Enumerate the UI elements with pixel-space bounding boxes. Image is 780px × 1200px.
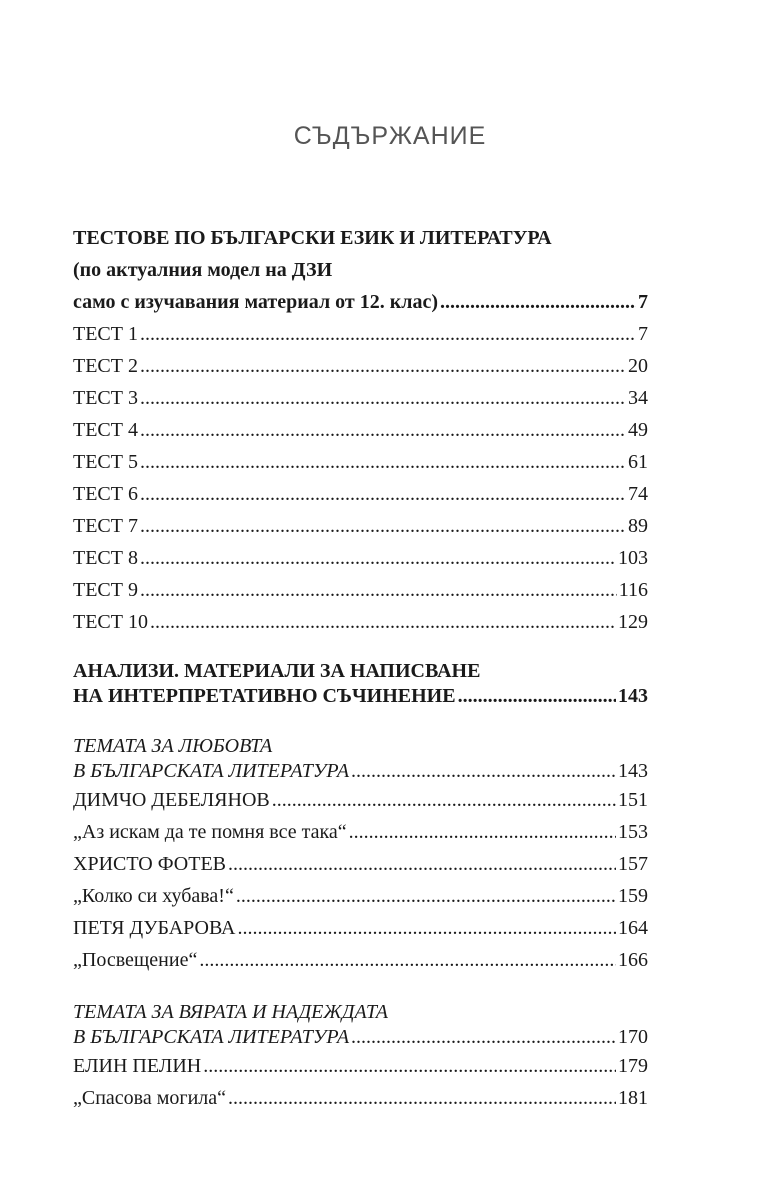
toc-entry-page: 157 <box>618 853 648 875</box>
toc-entry-page: 166 <box>618 949 648 971</box>
toc-entry[interactable] <box>73 574 648 606</box>
toc-entry-page: 74 <box>628 483 648 505</box>
toc-entry[interactable] <box>73 350 648 382</box>
toc-entry[interactable] <box>73 1050 648 1082</box>
dot-leader <box>203 1050 616 1082</box>
toc-entry[interactable] <box>73 414 648 446</box>
toc-entry-section2-heading[interactable] <box>73 684 648 709</box>
toc-entry-page: 159 <box>618 885 648 907</box>
toc-entry-label: ТЕСТ 3 <box>73 387 138 409</box>
dot-leader <box>349 816 616 848</box>
dot-leader <box>140 542 616 574</box>
toc-entry-page: 61 <box>628 451 648 473</box>
toc-entry[interactable] <box>73 606 648 638</box>
toc-entry[interactable] <box>73 510 648 542</box>
section-heading-tests <box>73 222 648 254</box>
toc-entry-page: 143 <box>618 760 648 782</box>
dot-leader <box>351 1025 616 1050</box>
toc-entry-label: ПЕТЯ ДУБАРОВА <box>73 917 236 939</box>
toc-entry[interactable] <box>73 542 648 574</box>
toc-entry-page: 89 <box>628 515 648 537</box>
dot-leader <box>140 318 636 350</box>
toc-entry-page: 151 <box>618 789 648 811</box>
toc-entry-label: само с изучавания материал от 12. клас) <box>73 291 438 313</box>
section-heading-analyses <box>73 659 648 684</box>
dot-leader <box>140 574 617 606</box>
toc-entry[interactable] <box>73 318 648 350</box>
toc-entry-section1-heading[interactable] <box>73 286 648 318</box>
toc-entry[interactable] <box>73 382 648 414</box>
dot-leader <box>199 944 616 976</box>
section-heading-line: (по актуалния модел на ДЗИ <box>73 259 333 281</box>
toc-entry-page: 49 <box>628 419 648 441</box>
toc-entry-page: 7 <box>638 291 648 313</box>
toc-entry-label: ТЕСТ 4 <box>73 419 138 441</box>
toc-entry-topic2[interactable] <box>73 1025 648 1050</box>
topic-heading-faith-hope <box>73 1000 648 1025</box>
toc-entry-label: ТЕСТ 7 <box>73 515 138 537</box>
section-heading-line: ТЕСТОВЕ ПО БЪЛГАРСКИ ЕЗИК И ЛИТЕРАТУРА <box>73 227 552 249</box>
dot-leader <box>228 1082 616 1114</box>
toc-entry[interactable] <box>73 912 648 944</box>
toc-entry-page: 143 <box>618 685 648 707</box>
toc-entry-page: 103 <box>618 547 648 569</box>
dot-leader <box>140 510 626 542</box>
section-heading-subtitle <box>73 254 648 286</box>
toc-entry-label: ТЕСТ 6 <box>73 483 138 505</box>
dot-leader <box>351 759 616 784</box>
toc-entry-page: 7 <box>638 323 648 345</box>
toc-entry[interactable] <box>73 816 648 848</box>
toc-entry-page: 179 <box>618 1055 648 1077</box>
toc-entry-page: 153 <box>618 821 648 843</box>
dot-leader <box>236 880 616 912</box>
toc-entry-label: ТЕСТ 2 <box>73 355 138 377</box>
dot-leader <box>228 848 616 880</box>
toc-entry-page: 164 <box>618 917 648 939</box>
toc-entry-label: ТЕСТ 1 <box>73 323 138 345</box>
dot-leader <box>238 912 617 944</box>
toc-entry-label: „Аз искам да те помня все така“ <box>73 821 347 843</box>
topic-heading-line: ТЕМАТА ЗА ЛЮБОВТА <box>73 735 273 757</box>
toc-entry[interactable] <box>73 944 648 976</box>
toc-entry-page: 181 <box>618 1087 648 1109</box>
toc-entry-label: ТЕСТ 8 <box>73 547 138 569</box>
toc-entry-label: ХРИСТО ФОТЕВ <box>73 853 227 875</box>
toc-entry-label: „Колко си хубава!“ <box>73 885 234 907</box>
toc-entry-label: ТЕСТ 10 <box>73 611 148 633</box>
page-title: СЪДЪРЖАНИЕ <box>293 122 487 150</box>
toc-entry-page: 34 <box>628 387 648 409</box>
toc-entry-label: ТЕСТ 5 <box>73 451 138 473</box>
dot-leader <box>150 606 616 638</box>
dot-leader <box>272 784 616 816</box>
section-heading-line: АНАЛИЗИ. МАТЕРИАЛИ ЗА НАПИСВАНЕ <box>73 660 481 682</box>
toc-entry-page: 20 <box>628 355 648 377</box>
dot-leader <box>440 286 636 318</box>
dot-leader <box>140 414 626 446</box>
toc-entry[interactable] <box>73 478 648 510</box>
toc-entry[interactable] <box>73 1082 648 1114</box>
topic-heading-love <box>73 734 648 759</box>
toc-entry-label: ЕЛИН ПЕЛИН <box>73 1055 202 1077</box>
toc-entry-label: В БЪЛГАРСКАТА ЛИТЕРАТУРА <box>73 760 350 782</box>
toc-entry-label: ТЕСТ 9 <box>73 579 138 601</box>
topic-heading-line: ТЕМАТА ЗА ВЯРАТА И НАДЕЖДАТА <box>73 1001 388 1023</box>
dot-leader <box>140 478 626 510</box>
toc-entry[interactable] <box>73 784 648 816</box>
toc-entry-page: 170 <box>618 1026 648 1048</box>
dot-leader <box>140 350 626 382</box>
toc-entry[interactable] <box>73 446 648 478</box>
toc-entry-label: НА ИНТЕРПРЕТАТИВНО СЪЧИНЕНИЕ <box>73 685 456 707</box>
dot-leader <box>140 382 626 414</box>
toc-entry-page: 129 <box>618 611 648 633</box>
table-of-contents <box>73 222 648 1114</box>
toc-entry-topic1[interactable] <box>73 759 648 784</box>
dot-leader <box>458 684 616 709</box>
dot-leader <box>140 446 626 478</box>
toc-entry-label: ДИМЧО ДЕБЕЛЯНОВ <box>73 789 270 811</box>
toc-entry-label: „Посвещение“ <box>73 949 198 971</box>
toc-entry-label: В БЪЛГАРСКАТА ЛИТЕРАТУРА <box>73 1026 350 1048</box>
toc-entry[interactable] <box>73 848 648 880</box>
toc-entry-label: „Спасова могила“ <box>73 1087 227 1109</box>
toc-entry[interactable] <box>73 880 648 912</box>
toc-entry-page: 116 <box>618 579 648 601</box>
